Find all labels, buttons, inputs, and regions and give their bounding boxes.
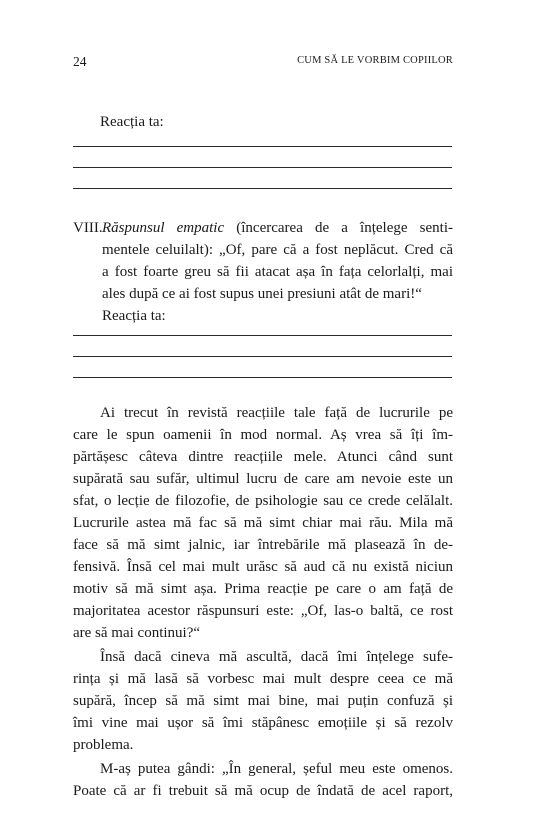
paragraph-line: care le spun oamenii în mod normal. Aș vrea să îți îm- [73,427,453,443]
paragraph-line: motiv să mă simt așa. Prima reacție pe care o am față de [73,581,453,597]
body-text [73,402,453,802]
paragraph-line: Ai trecut în revistă reacțiile tale față de lucrurile pe [100,405,453,421]
answer-line [73,377,452,378]
answer-line [73,356,452,357]
paragraph-line: supără, încep să mă simt mai bine, mai puțin confuză și [73,693,453,709]
section-line: mentele celuilalt): „Of, pare că a fost neplăcut. Cred că [102,242,453,258]
section-heading-italic: Răspunsul empatic [102,220,225,236]
section-line: ales după ce ai fost supus unei presiuni atât de mari!“ [102,286,422,302]
reaction-label: Reacția ta: [102,308,166,324]
paragraph-line: îmi vine mai ușor să îmi stăpânesc emoțiile și să rezolv [73,715,453,731]
section-viii [73,217,453,327]
running-title: CUM SĂ LE VORBIM COPIILOR [297,55,453,66]
answer-line [73,335,452,336]
section-line: a fost foarte greu să fii atacat așa în fața celorlalți, mai [102,264,453,280]
paragraph-line: M-aș putea gândi: „În general, șeful meu este omenos. [100,761,453,777]
paragraph-line: problema. [73,737,134,753]
section-heading-rest: (încercarea de a înțelege senti- [224,220,453,236]
answer-line [73,146,452,147]
paragraph-line: fensivă. Însă cel mai mult urăsc să aud că nu există niciun [73,559,453,575]
answer-line [73,167,452,168]
paragraph-line: sfat, o lecție de filozofie, de psihologie sau ce crede celălalt. [73,493,453,509]
section-line [73,217,453,239]
paragraph-line: supărată sau sufăr, ultimul lucru de care am nevoie este un [73,471,453,487]
paragraph-line: Lucrurile astea mă fac să mă simt chiar mai rău. Mila mă [73,515,453,531]
paragraph-line: Poate că ar fi trebuit să mă ocup de îndată de acel raport, [73,783,453,799]
paragraph-line: face să mă simt jalnic, iar întrebările mă plasează în de- [73,537,453,553]
reaction-label: Reacția ta: [100,114,164,130]
section-numeral: VIII. [73,220,103,236]
paragraph-line: Însă dacă cineva mă ascultă, dacă îmi înțelege sufe- [100,649,453,665]
page-number: 24 [73,54,87,69]
paragraph-line: majoritatea acestor răspunsuri este: „Of, las-o baltă, ce rost [73,603,453,619]
paragraph-line: rința și mă lasă să vorbesc mai mult despre ceea ce mă [73,671,453,687]
page-header [73,54,453,70]
paragraph-line: părtășesc câteva dintre reacțiile mele. Atunci când sunt [73,449,453,465]
answer-line [73,188,452,189]
paragraph-line: are să mai continui?“ [73,625,201,641]
